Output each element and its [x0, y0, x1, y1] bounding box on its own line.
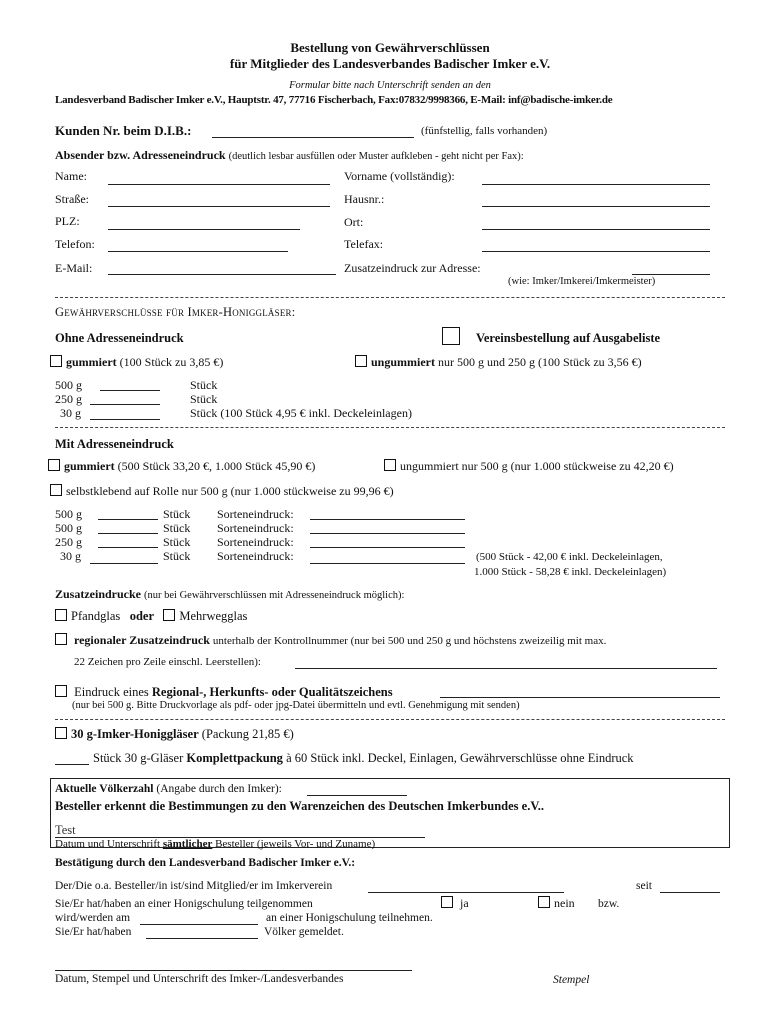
firstname-label: Vorname (vollständig): [344, 169, 455, 183]
colonies-field[interactable] [307, 795, 407, 796]
jars-line [93, 751, 634, 766]
street-label: Straße: [55, 192, 89, 206]
quality-mark-checkbox[interactable] [55, 685, 67, 697]
extra-imprint-label: Zusatzeindruck zur Adresse: [344, 261, 481, 275]
colonies-reported-field[interactable] [146, 938, 258, 939]
ungummed-address-checkbox[interactable] [384, 459, 396, 471]
quality-mark-note: (nur bei 500 g. Bitte Druckvorlage als pdf- oder jpg-Datei übermitteln und evtl. Genehmigung mit senden) [72, 700, 520, 711]
jars-line-pre: Stück 30 g-Gläser [93, 751, 184, 765]
club-name-field[interactable] [368, 892, 564, 893]
fax-field[interactable] [482, 251, 710, 252]
without-address-heading: Ohne Adresseneindruck [55, 331, 184, 345]
ungummed-price: nur 500 g und 250 g (100 Stück zu 3,56 €) [438, 355, 642, 369]
gummed-address-option [48, 459, 315, 474]
city-field[interactable] [482, 229, 710, 230]
regional-imprint-checkbox[interactable] [55, 633, 67, 645]
customer-number-hint: (fünfstellig, falls vorhanden) [421, 125, 548, 137]
jars-line-rest: à 60 Stück inkl. Deckel, Einlagen, Gewährverschlüsse ohne Eindruck [286, 751, 634, 765]
confirmation-heading: Bestätigung durch den Landesverband Badischer Imker e.V.: [55, 857, 356, 869]
quality-mark-pre: Eindruck eines [74, 685, 149, 699]
ungummed-checkbox[interactable] [355, 355, 367, 367]
deposit-glass-label: Pfandglas [71, 609, 121, 623]
addr-row-size: 250 g [55, 535, 82, 549]
send-note: Formular bitte nach Unterschrift senden an den [289, 80, 491, 91]
quality-mark-option [55, 685, 393, 700]
addr-row-qty-field[interactable] [90, 563, 158, 564]
phone-label: Telefon: [55, 237, 95, 251]
addr-row-size: 500 g [55, 507, 82, 521]
qty-30-field[interactable] [90, 419, 160, 420]
glass-type-options [55, 609, 247, 624]
unit-500: Stück [190, 378, 218, 392]
course-no-label: nein [554, 896, 575, 910]
quality-mark-label: Regional-, Herkunfts- oder Qualitätszeichens [151, 685, 393, 699]
addr-row-size: 500 g [55, 521, 82, 535]
sender-heading [55, 148, 524, 163]
course-line2-pre: wird/werden am [55, 912, 131, 924]
housenr-field[interactable] [482, 206, 710, 207]
addr-row-qty-field[interactable] [98, 533, 158, 534]
sender-heading-note: (deutlich lesbar ausfüllen oder Muster aufkleben - geht nicht per Fax): [228, 151, 524, 162]
gummed-address-checkbox[interactable] [48, 459, 60, 471]
street-field[interactable] [108, 206, 330, 207]
colonies-reported-post: Völker gemeldet. [264, 926, 344, 938]
addr-30g-price-note-2: 1.000 Stück - 58,28 € inkl. Deckeleinlagen) [474, 566, 667, 578]
regional-imprint-label: regionaler Zusatzeindruck [74, 633, 210, 647]
reusable-glass-checkbox[interactable] [163, 609, 175, 621]
signature-caption-bold: sämtlicher [162, 838, 213, 850]
addr-row-size: 30 g [60, 549, 81, 563]
since-field[interactable] [660, 892, 720, 893]
sender-heading-label: Absender bzw. Adresseneindruck [55, 148, 226, 162]
unit-30-price: Stück (100 Stück 4,95 € inkl. Deckeleinlagen) [190, 406, 412, 420]
signature-caption-pre: Datum und Unterschrift [55, 838, 161, 850]
gummed-option [50, 355, 223, 370]
ungummed-label: ungummiert [371, 355, 435, 369]
housenr-label: Hausnr.: [344, 192, 385, 206]
name-label: Name: [55, 169, 87, 183]
jars-checkbox[interactable] [55, 727, 67, 739]
regional-imprint-note-line2: 22 Zeichen pro Zeile einschl. Leerstellen): [74, 656, 261, 668]
addr-row-unit: Stück [163, 521, 191, 535]
signature-caption-post: Besteller (jeweils Vor- und Zuname) [215, 838, 376, 850]
course-no-checkbox[interactable] [538, 896, 550, 908]
gummed-price: (100 Stück zu 3,85 €) [119, 355, 224, 369]
extra-imprint-hint: (wie: Imker/Imkerei/Imkermeister) [508, 276, 656, 287]
course-line1: Sie/Er hat/haben an einer Honigschulung teilgenommen [55, 898, 313, 910]
divider [55, 427, 725, 428]
addr-row-variety-field[interactable] [310, 563, 465, 564]
gummed-address-label: gummiert [64, 459, 115, 473]
section-closures-heading: Gewährverschlüsse für Imker-Honiggläser: [55, 305, 296, 319]
addr-row-variety-field[interactable] [310, 519, 465, 520]
qty-500-field[interactable] [100, 390, 160, 391]
addr-30g-price-note-1: (500 Stück - 42,00 € inkl. Deckeleinlagen, [476, 551, 663, 563]
course-line2-post: an einer Honigschulung teilnehmen. [266, 912, 433, 924]
addr-row-variety-label: Sorteneindruck: [217, 507, 294, 521]
addr-row-variety-field[interactable] [310, 547, 465, 548]
acceptance-text: Besteller erkennt die Bestimmungen zu den Warenzeichen des Deutschen Imkerbundes e.V.. [55, 799, 545, 813]
zip-field[interactable] [108, 229, 300, 230]
course-yes-label: ja [460, 896, 469, 910]
addr-row-qty-field[interactable] [98, 547, 158, 548]
jars-line-bold: Komplettpackung [186, 751, 283, 765]
course-yes-option [441, 896, 469, 911]
colonies-reported-pre: Sie/Er hat/haben [55, 926, 132, 938]
colonies-note: (Angabe durch den Imker): [156, 783, 282, 795]
unit-250: Stück [190, 392, 218, 406]
regional-imprint-field[interactable] [295, 668, 717, 669]
customer-number-field[interactable] [212, 137, 414, 138]
stamp-label: Stempel [553, 974, 590, 986]
recipient-address: Landesverband Badischer Imker e.V., Hauptstr. 47, 77716 Fischerbach, Fax:07832/9998366, E-Mail: inf@badische-imker.de [55, 94, 613, 106]
gummed-checkbox[interactable] [50, 355, 62, 367]
regional-imprint-option [55, 633, 606, 648]
extras-heading-label: Zusatzeindrucke [55, 587, 142, 601]
association-signature-caption: Datum, Stempel und Unterschrift des Imker-/Landesverbandes [55, 973, 344, 985]
jars-price: (Packung 21,85 €) [201, 727, 294, 741]
selfadhesive-checkbox[interactable] [50, 484, 62, 496]
jars-option [55, 727, 294, 742]
club-order-label: Vereinsbestellung auf Ausgabeliste [476, 331, 661, 345]
form-title-line2: für Mitglieder des Landesverbandes Badischer Imker e.V. [229, 56, 551, 71]
addr-row-unit: Stück [163, 535, 191, 549]
firstname-field[interactable] [482, 184, 710, 185]
extra-imprint-field[interactable] [632, 274, 710, 275]
addr-row-variety-field[interactable] [310, 533, 465, 534]
jars-qty-field[interactable] [55, 764, 89, 765]
extras-heading [55, 587, 404, 602]
email-field[interactable] [108, 274, 336, 275]
form-title-line1: Bestellung von Gewährverschlüssen [290, 40, 490, 55]
association-signature-line [55, 970, 412, 971]
signature-value[interactable]: Test [55, 823, 76, 837]
club-order-checkbox[interactable] [442, 327, 460, 345]
course-no-option [538, 896, 575, 911]
member-text: Der/Die o.a. Besteller/in ist/sind Mitglied/er im Imkerverein [55, 880, 333, 892]
since-label: seit [636, 880, 652, 892]
addr-row-variety-label: Sorteneindruck: [217, 521, 294, 535]
qty-250-field[interactable] [90, 404, 160, 405]
fax-label: Telefax: [344, 237, 384, 251]
phone-field[interactable] [108, 251, 288, 252]
size-500-label: 500 g [55, 378, 82, 392]
city-label: Ort: [344, 215, 364, 229]
size-250-label: 250 g [55, 392, 82, 406]
zip-label: PLZ: [55, 214, 80, 228]
divider [55, 719, 725, 720]
quality-mark-field[interactable] [440, 697, 720, 698]
selfadhesive-label: selbstklebend auf Rolle nur 500 g (nur 1.000 stückweise zu 99,96 €) [66, 484, 394, 498]
email-label: E-Mail: [55, 261, 93, 275]
reusable-glass-label: Mehrwegglas [179, 609, 248, 623]
signature-caption [55, 838, 375, 850]
name-field[interactable] [108, 184, 330, 185]
customer-number-label: Kunden Nr. beim D.I.B.: [55, 123, 192, 138]
addr-row-qty-field[interactable] [98, 519, 158, 520]
deposit-glass-checkbox[interactable] [55, 609, 67, 621]
gummed-address-price: (500 Stück 33,20 €, 1.000 Stück 45,90 €) [117, 459, 316, 473]
ungummed-address-label: ungummiert nur 500 g (nur 1.000 stückweise zu 42,20 €) [400, 459, 674, 473]
regional-imprint-note: unterhalb der Kontrollnummer (nur bei 500 und 250 g und höchstens zweizeilig mit max. [212, 635, 607, 647]
course-date-field[interactable] [140, 924, 258, 925]
course-yes-checkbox[interactable] [441, 896, 453, 908]
extras-heading-note: (nur bei Gewährverschlüssen mit Adresseneindruck möglich): [144, 590, 405, 601]
or-label: oder [129, 609, 154, 623]
divider [55, 297, 725, 298]
ungummed-address-option [384, 459, 674, 474]
addr-row-unit: Stück [163, 507, 191, 521]
size-30-label: 30 g [60, 406, 81, 420]
selfadhesive-option [50, 484, 394, 499]
gummed-label: gummiert [66, 355, 117, 369]
addr-row-variety-label: Sorteneindruck: [217, 535, 294, 549]
ungummed-option [355, 355, 642, 370]
colonies-label: Aktuelle Völkerzahl [55, 783, 154, 795]
colonies-line [55, 783, 282, 795]
addr-row-variety-label: Sorteneindruck: [217, 549, 294, 563]
with-address-heading: Mit Adresseneindruck [55, 437, 174, 451]
addr-row-unit: Stück [163, 549, 191, 563]
jars-label: 30 g-Imker-Honiggläser [71, 727, 199, 741]
bzw-label: bzw. [598, 898, 620, 910]
